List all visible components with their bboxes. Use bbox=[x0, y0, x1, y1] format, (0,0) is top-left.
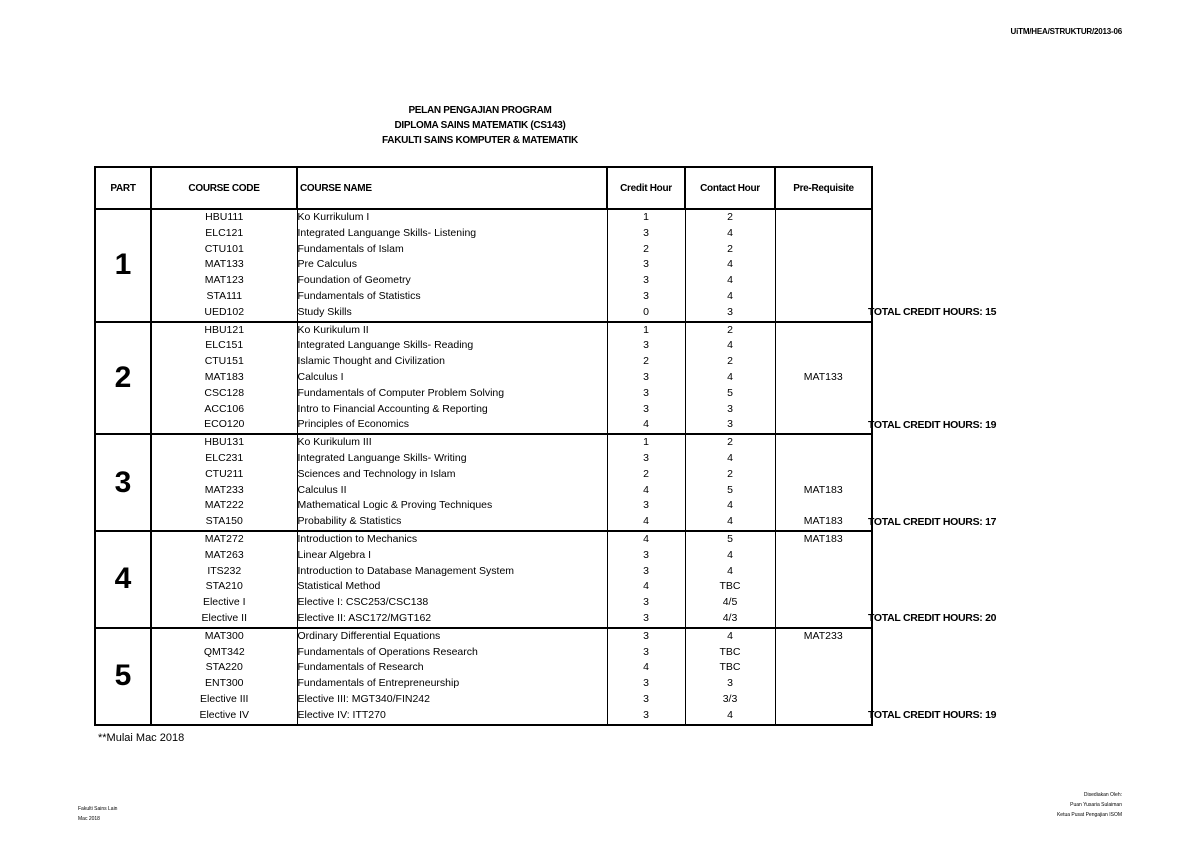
pre-requisite-cell bbox=[775, 417, 872, 434]
credit-hour-cell: 4 bbox=[607, 483, 685, 499]
table-row bbox=[95, 548, 872, 564]
header-course-name: COURSE NAME bbox=[297, 167, 607, 209]
course-code-cell: UED102 bbox=[151, 305, 297, 322]
credit-hour-cell: 3 bbox=[607, 257, 685, 273]
pre-requisite-cell bbox=[775, 451, 872, 467]
pre-requisite-cell bbox=[775, 209, 872, 226]
course-name-cell: Statistical Method bbox=[297, 579, 607, 595]
course-code-cell: Elective III bbox=[151, 692, 297, 708]
course-code-cell: MAT300 bbox=[151, 628, 297, 645]
contact-hour-cell: 3/3 bbox=[685, 692, 775, 708]
contact-hour-cell: 2 bbox=[685, 242, 775, 258]
contact-hour-cell: 4 bbox=[685, 548, 775, 564]
credit-hour-cell: 3 bbox=[607, 498, 685, 514]
pre-requisite-cell bbox=[775, 660, 872, 676]
course-code-cell: QMT342 bbox=[151, 645, 297, 661]
table-row bbox=[95, 467, 872, 483]
table-row bbox=[95, 370, 872, 386]
table-row bbox=[95, 354, 872, 370]
credit-hour-cell: 3 bbox=[607, 645, 685, 661]
course-name-cell: Intro to Financial Accounting & Reporting bbox=[297, 402, 607, 418]
contact-hour-cell: 2 bbox=[685, 209, 775, 226]
pre-requisite-cell bbox=[775, 708, 872, 725]
course-name-cell: Fundamentals of Research bbox=[297, 660, 607, 676]
contact-hour-cell: 4 bbox=[685, 289, 775, 305]
course-name-cell: Fundamentals of Entrepreneurship bbox=[297, 676, 607, 692]
course-code-cell: MAT123 bbox=[151, 273, 297, 289]
course-code-cell: CSC128 bbox=[151, 386, 297, 402]
contact-hour-cell: TBC bbox=[685, 579, 775, 595]
total-credit-hours: TOTAL CREDIT HOURS: 17 bbox=[868, 515, 997, 528]
table-row bbox=[95, 417, 872, 434]
course-code-cell: MAT222 bbox=[151, 498, 297, 514]
course-code-cell: MAT233 bbox=[151, 483, 297, 499]
course-name-cell: Elective II: ASC172/MGT162 bbox=[297, 611, 607, 628]
pre-requisite-cell bbox=[775, 289, 872, 305]
pre-requisite-cell bbox=[775, 498, 872, 514]
course-code-cell: MAT133 bbox=[151, 257, 297, 273]
credit-hour-cell: 3 bbox=[607, 628, 685, 645]
course-code-cell: CTU151 bbox=[151, 354, 297, 370]
table-row bbox=[95, 434, 872, 451]
credit-hour-cell: 1 bbox=[607, 209, 685, 226]
credit-hour-cell: 3 bbox=[607, 386, 685, 402]
course-name-cell: Elective I: CSC253/CSC138 bbox=[297, 595, 607, 611]
course-code-cell: ITS232 bbox=[151, 564, 297, 580]
course-code-cell: STA220 bbox=[151, 660, 297, 676]
course-code-cell: MAT183 bbox=[151, 370, 297, 386]
contact-hour-cell: TBC bbox=[685, 645, 775, 661]
table-row bbox=[95, 531, 872, 548]
course-name-cell: Elective III: MGT340/FIN242 bbox=[297, 692, 607, 708]
footer-right-line: Disediakan Oleh: bbox=[1083, 792, 1122, 798]
pre-requisite-cell: MAT183 bbox=[775, 514, 872, 531]
credit-hour-cell: 3 bbox=[607, 370, 685, 386]
pre-requisite-cell bbox=[775, 322, 872, 339]
course-code-cell: ELC231 bbox=[151, 451, 297, 467]
header-credit-hour: Credit Hour bbox=[607, 167, 685, 209]
credit-hour-cell: 2 bbox=[607, 467, 685, 483]
course-name-cell: Ko Kurikulum III bbox=[297, 434, 607, 451]
credit-hour-cell: 3 bbox=[607, 611, 685, 628]
contact-hour-cell: 2 bbox=[685, 322, 775, 339]
course-name-cell: Integrated Languange Skills- Listening bbox=[297, 226, 607, 242]
pre-requisite-cell bbox=[775, 338, 872, 354]
table-row bbox=[95, 273, 872, 289]
course-code-cell: MAT272 bbox=[151, 531, 297, 548]
table-body bbox=[95, 209, 872, 725]
course-code-cell: STA210 bbox=[151, 579, 297, 595]
contact-hour-cell: 4 bbox=[685, 451, 775, 467]
pre-requisite-cell bbox=[775, 402, 872, 418]
document-titles bbox=[330, 103, 630, 148]
course-name-cell: Fundamentals of Statistics bbox=[297, 289, 607, 305]
course-code-cell: HBU131 bbox=[151, 434, 297, 451]
pre-requisite-cell bbox=[775, 257, 872, 273]
contact-hour-cell: 4 bbox=[685, 273, 775, 289]
course-name-cell: Sciences and Technology in Islam bbox=[297, 467, 607, 483]
footer-right-line: Puan Yusaria Sulaiman bbox=[1070, 802, 1122, 808]
credit-hour-cell: 3 bbox=[607, 226, 685, 242]
pre-requisite-cell: MAT133 bbox=[775, 370, 872, 386]
header-part: PART bbox=[95, 167, 151, 209]
contact-hour-cell: 4 bbox=[685, 628, 775, 645]
contact-hour-cell: 4 bbox=[685, 257, 775, 273]
course-name-cell: Calculus I bbox=[297, 370, 607, 386]
pre-requisite-cell bbox=[775, 354, 872, 370]
credit-hour-cell: 4 bbox=[607, 579, 685, 595]
course-code-cell: Elective IV bbox=[151, 708, 297, 725]
course-name-cell: Introduction to Mechanics bbox=[297, 531, 607, 548]
table-row bbox=[95, 209, 872, 226]
table-row bbox=[95, 564, 872, 580]
header-row bbox=[95, 167, 872, 209]
course-name-cell: Pre Calculus bbox=[297, 257, 607, 273]
table-row bbox=[95, 305, 872, 322]
footer-left bbox=[78, 804, 117, 824]
table-row bbox=[95, 579, 872, 595]
course-code-cell: ENT300 bbox=[151, 676, 297, 692]
document-reference: UiTM/HEA/STRUKTUR/2013-06 bbox=[1010, 27, 1122, 36]
pre-requisite-cell bbox=[775, 564, 872, 580]
contact-hour-cell: 4 bbox=[685, 226, 775, 242]
header-course-code: COURSE CODE bbox=[151, 167, 297, 209]
table-row bbox=[95, 595, 872, 611]
course-name-cell: Foundation of Geometry bbox=[297, 273, 607, 289]
contact-hour-cell: 4 bbox=[685, 564, 775, 580]
contact-hour-cell: 3 bbox=[685, 676, 775, 692]
part-number: 3 bbox=[95, 434, 151, 531]
title-line-3: FAKULTI SAINS KOMPUTER & MATEMATIK bbox=[382, 135, 578, 146]
pre-requisite-cell bbox=[775, 579, 872, 595]
pre-requisite-cell bbox=[775, 305, 872, 322]
credit-hour-cell: 3 bbox=[607, 451, 685, 467]
table-row bbox=[95, 498, 872, 514]
pre-requisite-cell bbox=[775, 676, 872, 692]
course-code-cell: ELC151 bbox=[151, 338, 297, 354]
study-plan-table bbox=[94, 166, 873, 726]
footer-right bbox=[1057, 790, 1122, 820]
course-name-cell: Probability & Statistics bbox=[297, 514, 607, 531]
table-row bbox=[95, 611, 872, 628]
course-code-cell: Elective II bbox=[151, 611, 297, 628]
credit-hour-cell: 3 bbox=[607, 708, 685, 725]
header-contact-hour: Contact Hour bbox=[685, 167, 775, 209]
contact-hour-cell: 5 bbox=[685, 531, 775, 548]
pre-requisite-cell bbox=[775, 548, 872, 564]
table-row bbox=[95, 338, 872, 354]
table-row bbox=[95, 451, 872, 467]
credit-hour-cell: 4 bbox=[607, 514, 685, 531]
contact-hour-cell: 5 bbox=[685, 386, 775, 402]
contact-hour-cell: TBC bbox=[685, 660, 775, 676]
contact-hour-cell: 4/3 bbox=[685, 611, 775, 628]
table-row bbox=[95, 660, 872, 676]
course-code-cell: STA111 bbox=[151, 289, 297, 305]
footer-right-line: Ketua Pusat Pengajian ISOM bbox=[1056, 812, 1122, 818]
part-number: 4 bbox=[95, 531, 151, 628]
footer-left-line: Fakulti Sains Lain bbox=[78, 806, 118, 812]
course-name-cell: Fundamentals of Operations Research bbox=[297, 645, 607, 661]
footnote: **Mulai Mac 2018 bbox=[98, 732, 185, 744]
pre-requisite-cell bbox=[775, 595, 872, 611]
credit-hour-cell: 3 bbox=[607, 564, 685, 580]
course-name-cell: Fundamentals of Islam bbox=[297, 242, 607, 258]
credit-hour-cell: 1 bbox=[607, 322, 685, 339]
contact-hour-cell: 4 bbox=[685, 514, 775, 531]
course-code-cell: ACC106 bbox=[151, 402, 297, 418]
credit-hour-cell: 4 bbox=[607, 531, 685, 548]
pre-requisite-cell bbox=[775, 273, 872, 289]
contact-hour-cell: 4/5 bbox=[685, 595, 775, 611]
contact-hour-cell: 3 bbox=[685, 402, 775, 418]
course-code-cell: CTU211 bbox=[151, 467, 297, 483]
credit-hour-cell: 2 bbox=[607, 354, 685, 370]
course-name-cell: Islamic Thought and Civilization bbox=[297, 354, 607, 370]
pre-requisite-cell: MAT233 bbox=[775, 628, 872, 645]
credit-hour-cell: 3 bbox=[607, 338, 685, 354]
table-row bbox=[95, 289, 872, 305]
contact-hour-cell: 2 bbox=[685, 434, 775, 451]
part-number: 2 bbox=[95, 322, 151, 435]
course-name-cell: Ko Kurikulum II bbox=[297, 322, 607, 339]
course-name-cell: Principles of Economics bbox=[297, 417, 607, 434]
course-name-cell: Linear Algebra I bbox=[297, 548, 607, 564]
course-name-cell: Calculus II bbox=[297, 483, 607, 499]
table-row bbox=[95, 514, 872, 531]
table-row bbox=[95, 483, 872, 499]
credit-hour-cell: 3 bbox=[607, 692, 685, 708]
course-code-cell: HBU121 bbox=[151, 322, 297, 339]
pre-requisite-cell bbox=[775, 645, 872, 661]
credit-hour-cell: 2 bbox=[607, 242, 685, 258]
total-credit-hours: TOTAL CREDIT HOURS: 19 bbox=[868, 709, 997, 722]
table-row bbox=[95, 676, 872, 692]
credit-hour-cell: 3 bbox=[607, 595, 685, 611]
course-code-cell: ELC121 bbox=[151, 226, 297, 242]
table-row bbox=[95, 402, 872, 418]
pre-requisite-cell bbox=[775, 611, 872, 628]
course-code-cell: Elective I bbox=[151, 595, 297, 611]
course-name-cell: Elective IV: ITT270 bbox=[297, 708, 607, 725]
contact-hour-cell: 4 bbox=[685, 498, 775, 514]
table-row bbox=[95, 242, 872, 258]
part-number: 5 bbox=[95, 628, 151, 725]
course-name-cell: Study Skills bbox=[297, 305, 607, 322]
contact-hour-cell: 3 bbox=[685, 305, 775, 322]
title-line-1: PELAN PENGAJIAN PROGRAM bbox=[408, 105, 552, 116]
credit-hour-cell: 0 bbox=[607, 305, 685, 322]
total-credit-hours: TOTAL CREDIT HOURS: 15 bbox=[868, 306, 997, 319]
contact-hour-cell: 4 bbox=[685, 338, 775, 354]
table-row bbox=[95, 322, 872, 339]
contact-hour-cell: 5 bbox=[685, 483, 775, 499]
contact-hour-cell: 2 bbox=[685, 467, 775, 483]
course-name-cell: Fundamentals of Computer Problem Solving bbox=[297, 386, 607, 402]
pre-requisite-cell: MAT183 bbox=[775, 483, 872, 499]
course-code-cell: STA150 bbox=[151, 514, 297, 531]
course-code-cell: HBU111 bbox=[151, 209, 297, 226]
course-name-cell: Introduction to Database Management System bbox=[297, 564, 607, 580]
table-row bbox=[95, 708, 872, 725]
pre-requisite-cell bbox=[775, 434, 872, 451]
table-row bbox=[95, 692, 872, 708]
course-name-cell: Integrated Languange Skills- Writing bbox=[297, 451, 607, 467]
pre-requisite-cell bbox=[775, 692, 872, 708]
course-name-cell: Integrated Languange Skills- Reading bbox=[297, 338, 607, 354]
table-row bbox=[95, 226, 872, 242]
credit-hour-cell: 3 bbox=[607, 289, 685, 305]
total-credit-hours: TOTAL CREDIT HOURS: 20 bbox=[868, 612, 997, 625]
table-row bbox=[95, 628, 872, 645]
pre-requisite-cell: MAT183 bbox=[775, 531, 872, 548]
pre-requisite-cell bbox=[775, 242, 872, 258]
contact-hour-cell: 4 bbox=[685, 370, 775, 386]
credit-hour-cell: 3 bbox=[607, 676, 685, 692]
course-code-cell: MAT263 bbox=[151, 548, 297, 564]
credit-hour-cell: 3 bbox=[607, 402, 685, 418]
pre-requisite-cell bbox=[775, 386, 872, 402]
contact-hour-cell: 2 bbox=[685, 354, 775, 370]
title-line-2: DIPLOMA SAINS MATEMATIK (CS143) bbox=[394, 120, 566, 131]
course-name-cell: Ko Kurrikulum I bbox=[297, 209, 607, 226]
footer-left-line: Mac 2018 bbox=[78, 816, 100, 822]
header-pre-requisite: Pre-Requisite bbox=[775, 167, 872, 209]
course-name-cell: Ordinary Differential Equations bbox=[297, 628, 607, 645]
part-number: 1 bbox=[95, 209, 151, 322]
table-row bbox=[95, 645, 872, 661]
course-name-cell: Mathematical Logic & Proving Techniques bbox=[297, 498, 607, 514]
credit-hour-cell: 1 bbox=[607, 434, 685, 451]
contact-hour-cell: 4 bbox=[685, 708, 775, 725]
total-credit-hours: TOTAL CREDIT HOURS: 19 bbox=[868, 418, 997, 431]
credit-hour-cell: 3 bbox=[607, 273, 685, 289]
credit-hour-cell: 4 bbox=[607, 417, 685, 434]
table-row bbox=[95, 257, 872, 273]
table-row bbox=[95, 386, 872, 402]
credit-hour-cell: 3 bbox=[607, 548, 685, 564]
pre-requisite-cell bbox=[775, 467, 872, 483]
credit-hour-cell: 4 bbox=[607, 660, 685, 676]
pre-requisite-cell bbox=[775, 226, 872, 242]
contact-hour-cell: 3 bbox=[685, 417, 775, 434]
course-code-cell: CTU101 bbox=[151, 242, 297, 258]
course-code-cell: ECO120 bbox=[151, 417, 297, 434]
